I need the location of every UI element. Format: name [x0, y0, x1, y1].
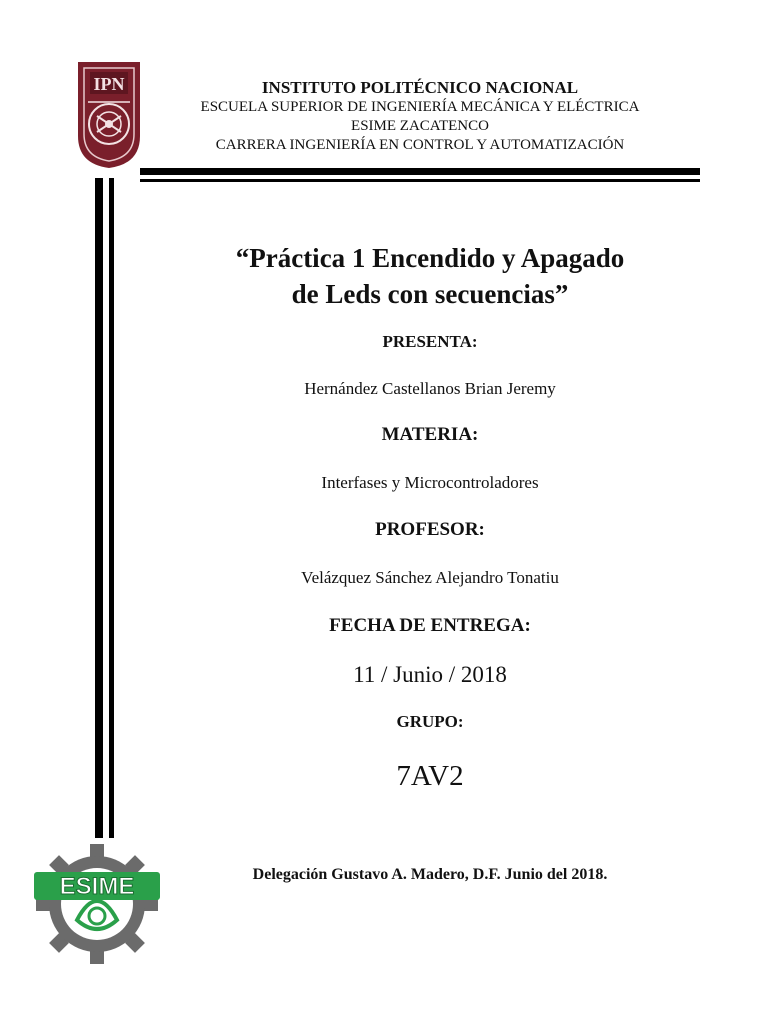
- esime-logo-text: ESIME: [59, 873, 135, 900]
- profesor-label: PROFESOR:: [375, 519, 485, 540]
- ipn-logo: [70, 58, 148, 170]
- grupo-value: 7AV2: [396, 760, 464, 792]
- header-rule-thick: [140, 168, 700, 175]
- presenta-label: PRESENTA:: [382, 332, 478, 351]
- fecha-value: 11 / Junio / 2018: [353, 662, 507, 687]
- school-name: ESCUELA SUPERIOR DE INGENIERÍA MECÁNICA Y ELÉCTRICA: [200, 99, 640, 115]
- header-rule-thin: [140, 179, 700, 182]
- ipn-logo-text: IPN: [93, 74, 125, 94]
- delegacion-footer: Delegación Gustavo A. Madero, D.F. Junio del 2018.: [252, 866, 608, 883]
- side-bar-thin: [109, 178, 114, 838]
- campus-name: ESIME ZACATENCO: [351, 118, 489, 134]
- title-line-1: “Práctica 1 Encendido y Apagado: [235, 243, 625, 273]
- fecha-label: FECHA DE ENTREGA:: [329, 615, 531, 636]
- side-bar-thick: [95, 178, 103, 838]
- materia-label: MATERIA:: [381, 424, 479, 445]
- title-line-2: de Leds con secuencias”: [291, 279, 569, 309]
- document-title: [160, 240, 700, 312]
- esime-logo: [32, 842, 162, 966]
- grupo-label: GRUPO:: [396, 712, 464, 731]
- document-header: [160, 78, 680, 155]
- presenta-value: Hernández Castellanos Brian Jeremy: [304, 379, 556, 398]
- career-name: CARRERA INGENIERÍA EN CONTROL Y AUTOMATIZACIÓN: [215, 137, 625, 153]
- profesor-value: Velázquez Sánchez Alejandro Tonatiu: [301, 568, 559, 587]
- institute-name: INSTITUTO POLITÉCNICO NACIONAL: [261, 78, 579, 97]
- materia-value: Interfases y Microcontroladores: [321, 473, 539, 492]
